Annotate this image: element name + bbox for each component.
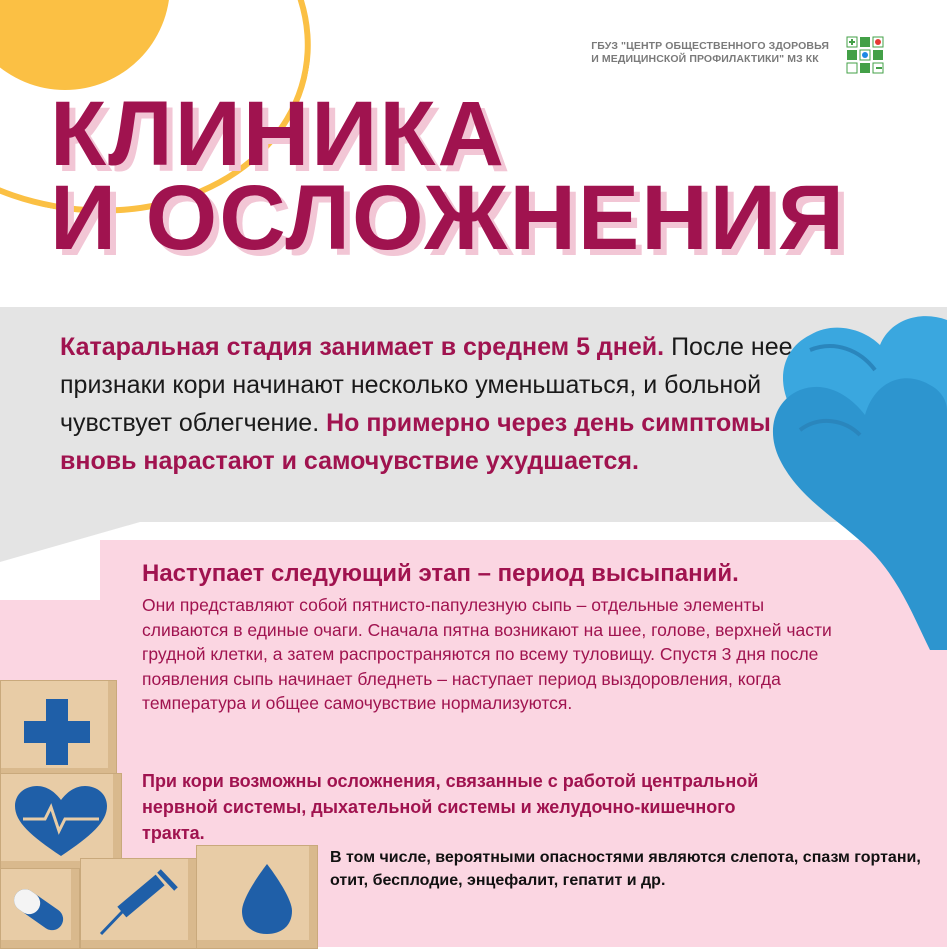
organization-name (591, 40, 829, 66)
cross-icon (1, 681, 116, 776)
catarrhal-normal: После нее признаки кори начинают несколько уменьшаться, и больной чувствует облегчение. (60, 333, 793, 437)
title-line-2: И ОСЛОЖНЕНИЯ (50, 167, 846, 269)
pill-icon (1, 869, 79, 948)
org-line-1: ГБУЗ "ЦЕНТР ОБЩЕСТВЕННОГО ЗДОРОВЬЯ (591, 40, 829, 52)
org-line-2: И МЕДИЦИНСКОЙ ПРОФИЛАКТИКИ" МЗ КК (591, 53, 819, 65)
catarrhal-bold-1: Катаральная стадия занимает в среднем 5 дней. (60, 333, 665, 361)
cube-pill (0, 868, 80, 949)
logo-icon (846, 36, 884, 74)
cube-heart (0, 773, 122, 870)
rash-heading: Наступает следующий этап – период высыпаний. (142, 560, 739, 587)
cube-drop (196, 845, 318, 949)
dangers-text: В том числе, вероятными опасностями являются слепота, спазм гортани, отит, бесплодие, энцефалит, гепатит и др. (330, 849, 921, 889)
syringe-icon (81, 859, 196, 948)
glove-heart-icon (740, 200, 947, 650)
drop-icon (197, 846, 317, 948)
cube-cross (0, 680, 117, 777)
cube-syringe (80, 858, 197, 949)
catarrhal-paragraph (60, 328, 800, 480)
catarrhal-bold-2: Но примерно через день симптомы вновь нарастают и самочувствие ухудшается. (60, 409, 771, 475)
rash-body: Они представляют собой пятнисто-папулезную сыпь – отдельные элементы сливаются в единые очаги. Сначала пятна возникают на шее, голове, верхней части грудной клетки, а затем распространяются по всему туловищу. Спустя 3 дня после появления сыпь начинает бледнеть – наступает период выздоровления, когда температура и общее самочувствие нормализуются. (142, 595, 832, 713)
complications-text: При кори возможны осложнения, связанные с работой центральной нервной системы, дыхательной системы и желудочно-кишечного тракта. (142, 771, 759, 843)
heart-pulse-icon (1, 774, 121, 869)
title-line-1: КЛИНИКА (50, 83, 506, 185)
